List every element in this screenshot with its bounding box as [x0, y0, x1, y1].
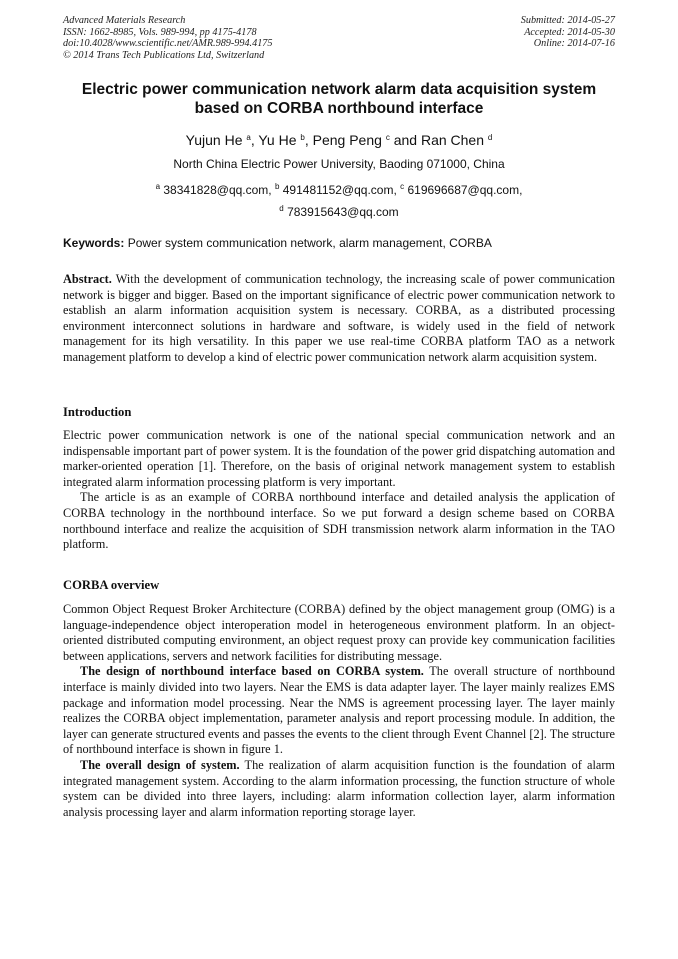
email-sup: d: [279, 204, 284, 213]
journal-doi[interactable]: doi:10.4028/www.scientific.net/AMR.989-994.4175: [63, 38, 273, 50]
journal-info: [63, 15, 272, 61]
online-date: Online: 2014-07-16: [533, 38, 615, 50]
run-in-heading: The overall design of system.: [80, 757, 240, 772]
paragraph-text: The overall structure of northbound interface is mainly divided into two layers. Near the EMS is data adapter layer. The layer mainly realizes EMS package and information model processing. Near the NMS is agreement processing layer. The layer mainly realizes the CORBA object implementation, parameter analysis and report processing module. In addition, the layer can generate structured events and passes the events to the client through Event Channel [2]. The structure of northbound interface is shown in figure 1.: [63, 664, 615, 757]
journal-name: Advanced Materials Research: [63, 15, 186, 26]
author-list: [60, 131, 618, 149]
paragraph-text: The realization of alarm acquisition function is the foundation of alarm integrated management system. According to the alarm information processing, the function structure of whole system can be divided into three layers, including: alarm information collection layer, alarm information analysis processing layer and alarm information reporting storage layer.: [63, 757, 615, 819]
author-separator: ,: [250, 132, 259, 148]
abstract-text: With the development of communication technology, the increasing scale of power communication network is bigger and bigger. Based on the important significance of electric power communication network to establish an alarm information acquisition system is necessary. CORBA, as a distributed processing environment interconnect solutions in hardware and software, is widely used in the field of network management for its high versatility. In this paper we use real-time CORBA platform TAO as a network management platform to develop a kind of electric power communication network alarm acquisition system.: [63, 272, 615, 364]
abstract: [63, 272, 615, 366]
run-in-heading: The design of northbound interface based on CORBA system.: [80, 664, 424, 679]
email-line: [60, 201, 618, 223]
author-sup: d: [487, 133, 493, 142]
paragraph: The article is as an example of CORBA northbound interface and detailed analysis the application of CORBA technology in the northbound interface. So we put forward a design scheme based on CORBA northbound interface and realize the acquisition of SDH transmission network alarm information in the TAO platform.: [63, 490, 615, 552]
author-separator: ,: [304, 132, 313, 148]
paragraph: [63, 664, 615, 758]
section-heading-corba-overview: CORBA overview: [63, 578, 160, 592]
email-address[interactable]: 783915643@qq.com: [283, 205, 399, 219]
paragraph: Common Object Request Broker Architecture (CORBA) defined by the object management group (OMG) is a language-independence object interoperation model in heterogeneous environment platform. In an object-oriented distributed computing environment, an object request proxy can provide key communication facilities between applications, servers and network facilities for distributing message.: [63, 602, 615, 663]
email-line: [60, 179, 618, 201]
submitted-date: Submitted: 2014-05-27: [520, 15, 615, 26]
author-emails: [60, 179, 618, 223]
paper-title: Electric power communication network alarm data acquisition system based on CORBA northbound interface: [81, 81, 597, 117]
keywords-text: Power system communication network, alarm management, CORBA: [124, 236, 492, 250]
email-address[interactable]: 491481152@qq.com,: [279, 183, 401, 197]
email-sup: a: [155, 182, 161, 191]
email-sup: b: [274, 182, 280, 191]
author-sup: a: [246, 133, 251, 142]
email-address[interactable]: 619696687@qq.com,: [404, 183, 523, 197]
email-sup: c: [400, 182, 405, 191]
abstract-label: Abstract.: [63, 272, 112, 286]
paragraph: [63, 758, 615, 820]
affiliation: North China Electric Power University, Baoding 071000, China: [173, 157, 505, 171]
journal-copyright: © 2014 Trans Tech Publications Ltd, Switzerland: [63, 49, 265, 61]
keywords: [63, 236, 616, 250]
keywords-label: Keywords:: [63, 236, 125, 250]
author-separator: and: [389, 132, 421, 148]
journal-issn: ISSN: 1662-8985, Vols. 989-994, pp 4175-4178: [63, 26, 257, 38]
author-sup: b: [300, 133, 305, 142]
author-name: Yujun He: [185, 132, 243, 148]
author-name: Peng Peng: [312, 132, 382, 148]
introduction-body: [63, 428, 615, 553]
accepted-date: Accepted: 2014-05-30: [524, 26, 615, 38]
section-heading-introduction: Introduction: [63, 405, 132, 419]
publication-dates: [521, 15, 615, 50]
author-name: Ran Chen: [420, 132, 484, 148]
author-sup: c: [385, 133, 390, 142]
author-name: Yu He: [258, 132, 297, 148]
corba-body: [63, 602, 615, 820]
paragraph: Electric power communication network is one of the national special communication network and an indispensable important part of power system. It is the foundation of the power grid dispatching automation and marker-oriented operation [1]. Therefore, on the basis of original network management system to establish integrated alarm information processing platform is very important.: [63, 428, 615, 489]
email-address[interactable]: 38341828@qq.com,: [160, 183, 275, 197]
